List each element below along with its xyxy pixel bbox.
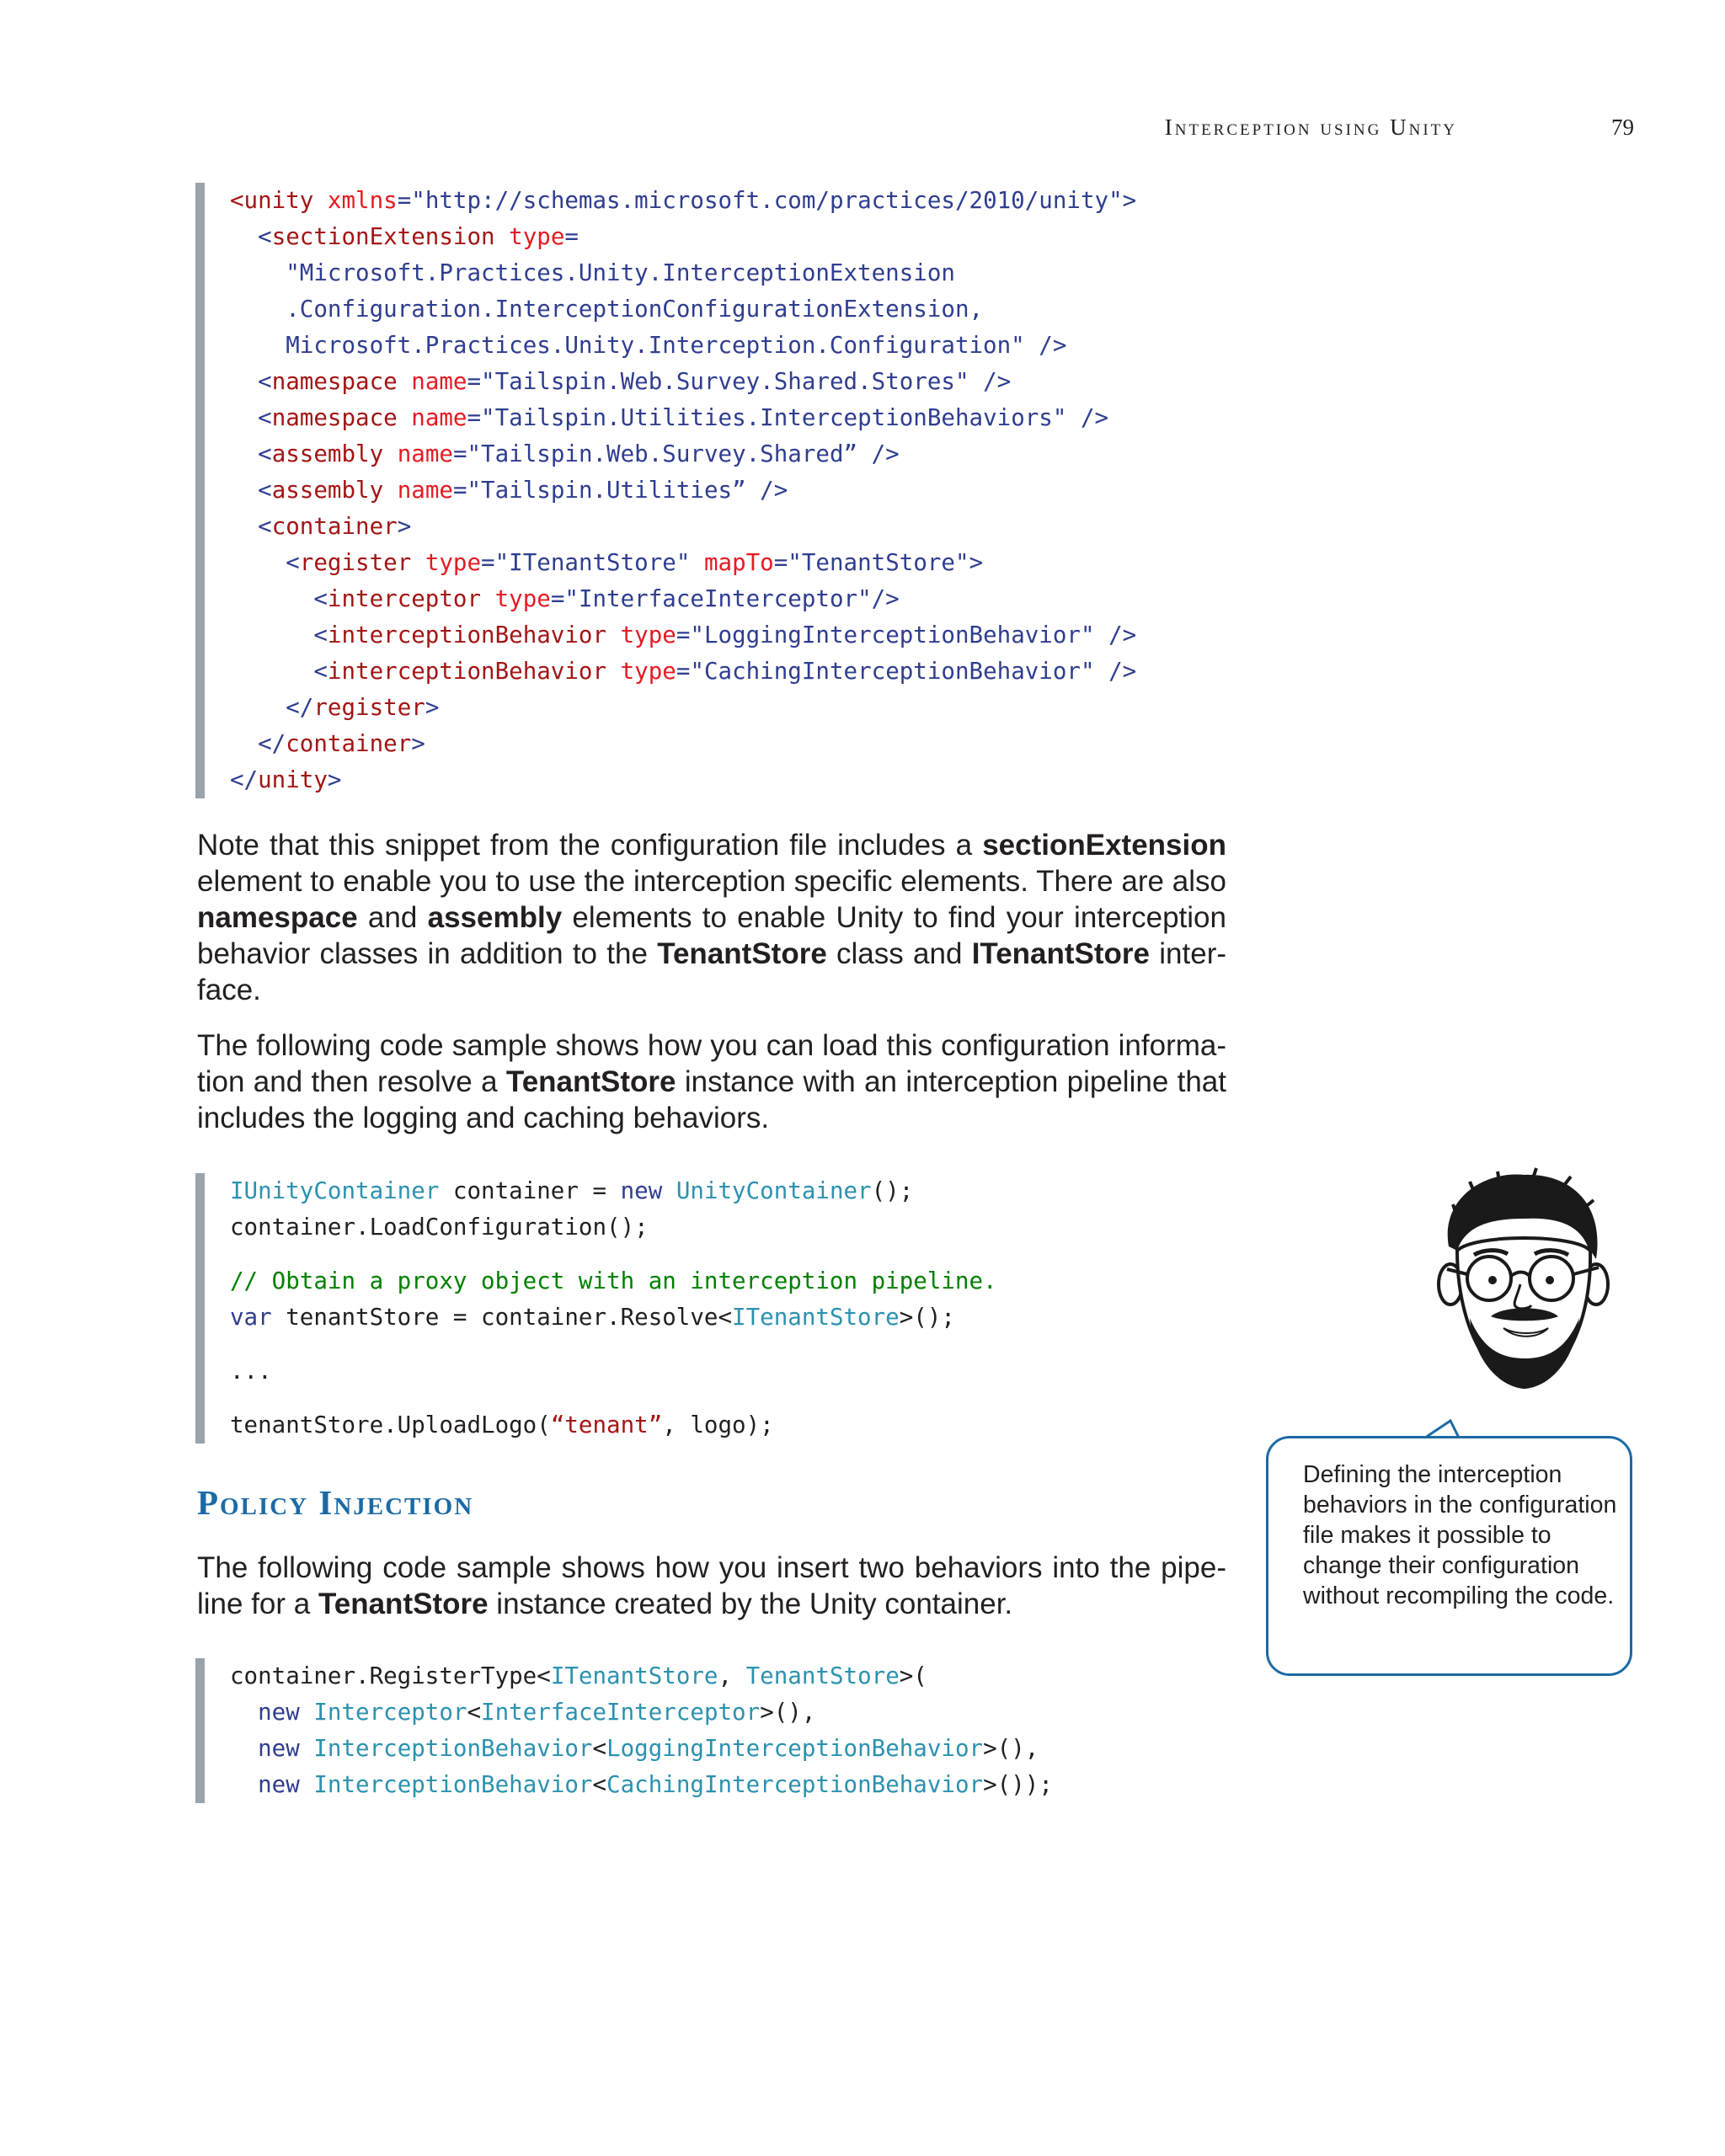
code-token: = (564, 223, 579, 250)
code-token: tenantStore.UploadLogo( (230, 1412, 551, 1438)
code-line (230, 183, 1164, 219)
text-run: element to enable you to use the interception specific elements. There are also (197, 865, 1226, 898)
code-token: container = (439, 1177, 621, 1204)
code-token: < (258, 404, 272, 431)
code-line (230, 255, 1164, 291)
code-token: < (258, 477, 272, 504)
code-token: new (258, 1771, 300, 1798)
code-token: interceptionBehavior (327, 622, 607, 648)
code-token: mapTo (703, 549, 774, 576)
code-token: Microsoft.Practices.Unity.Interception.Configuration" /> (286, 332, 1067, 359)
text-bold: sectionExtension (982, 829, 1226, 862)
code-token: UnityContainer (676, 1177, 872, 1204)
code-token: ="LoggingInterceptionBehavior" /> (676, 622, 1137, 648)
code-line (230, 436, 1164, 472)
code-line (230, 654, 1164, 690)
text-run: interface. (197, 937, 1227, 1006)
code-token: container.LoadConfiguration(); (230, 1214, 649, 1241)
code-line (230, 1694, 1164, 1731)
code-token (300, 1735, 314, 1762)
code-token: new (258, 1735, 300, 1762)
code-token: type (620, 658, 676, 685)
code-token: < (313, 585, 328, 612)
code-token: CachingInterceptionBehavior (606, 1771, 984, 1798)
code-token: type (509, 223, 565, 250)
text-bold: namespace (197, 901, 358, 934)
code-token: new (258, 1699, 300, 1726)
code-line (230, 328, 1164, 364)
code-line (230, 545, 1164, 581)
body-paragraph (197, 1550, 1226, 1622)
code-token: </ (258, 730, 286, 757)
code-block-register (195, 1658, 1164, 1803)
code-token: container.RegisterType< (230, 1662, 551, 1689)
code-token: assembly (271, 440, 384, 467)
code-line (230, 617, 1164, 654)
code-token (606, 622, 621, 648)
code-token: < (313, 658, 328, 685)
code-token: < (258, 513, 272, 540)
code-line (230, 1299, 1164, 1336)
code-token (411, 549, 425, 576)
text-bold: TenantStore (318, 1588, 489, 1620)
code-token: interceptionBehavior (327, 658, 607, 685)
code-token: "Microsoft.Practices.Unity.InterceptionExtension (286, 259, 955, 286)
code-token: IUnityContainer (230, 1177, 440, 1204)
code-line (230, 291, 1164, 328)
code-token: container (271, 513, 398, 540)
code-token (383, 477, 398, 504)
code-token (300, 1699, 314, 1726)
code-token (398, 368, 412, 395)
code-token: InterceptionBehavior (313, 1735, 593, 1762)
code-token (398, 404, 412, 431)
code-token: < (592, 1735, 607, 1762)
code-token: < (258, 223, 272, 250)
author-portrait-icon (1423, 1166, 1617, 1406)
code-token: < (592, 1771, 607, 1798)
code-token: < (258, 368, 272, 395)
code-token: > (425, 694, 440, 721)
code-line (230, 581, 1164, 617)
code-token: ="Tailspin.Web.Survey.Shared” /> (452, 440, 900, 467)
code-token: > (411, 730, 425, 757)
code-token: new (620, 1177, 663, 1204)
code-token: ITenantStore (550, 1662, 718, 1689)
code-line (230, 219, 1164, 255)
code-token: ="Tailspin.Web.Survey.Shared.Stores" /> (467, 368, 1012, 395)
code-token: < (313, 622, 328, 648)
code-token: ="ITenantStore" (481, 549, 704, 576)
code-token: type (425, 549, 482, 576)
code-token: container (286, 730, 412, 757)
code-token: name (397, 440, 453, 467)
text-run: The following code sample shows how you insert two behaviors into the pipeline for a (197, 1551, 1226, 1620)
code-token (300, 1771, 314, 1798)
code-token: </ (286, 694, 314, 721)
code-token: >(), (983, 1735, 1039, 1762)
text-run: and (357, 901, 428, 934)
text-run: instance with an interception pipeline that includes the logging and caching behaviors. (197, 1065, 1226, 1134)
text-run: elements to enable Unity to find your interception behavior classes in addition to the (197, 901, 1226, 970)
code-line (230, 1263, 1164, 1299)
code-token (662, 1177, 676, 1204)
code-token: .Configuration.InterceptionConfigurationExtension, (286, 296, 984, 323)
code-line (230, 1353, 1164, 1390)
code-token: </ (230, 766, 259, 793)
code-token: ="CachingInterceptionBehavior" /> (676, 658, 1137, 685)
code-token: >(); (899, 1304, 955, 1331)
code-token: name (397, 477, 453, 504)
code-token: < (258, 440, 272, 467)
text-bold: ITenantStore (971, 937, 1151, 970)
code-line (230, 1658, 1164, 1694)
code-line (230, 364, 1164, 400)
section-heading: Policy Injection (197, 1483, 474, 1522)
text-run: class and (826, 937, 972, 970)
code-line (230, 1731, 1164, 1767)
code-token: LoggingInterceptionBehavior (606, 1735, 984, 1762)
code-token: interceptor (327, 585, 482, 612)
code-token: “tenant” (550, 1412, 663, 1438)
code-token: ="Tailspin.Utilities” /> (452, 477, 788, 504)
code-token: name (411, 368, 467, 395)
code-line (230, 1173, 1164, 1209)
code-token: >( (899, 1662, 927, 1689)
code-token: (); (871, 1177, 914, 1204)
code-token: var (230, 1304, 272, 1331)
code-token: ="TenantStore"> (773, 549, 984, 576)
code-token: Interceptor (313, 1699, 467, 1726)
code-line (230, 726, 1164, 762)
code-token: < (467, 1699, 482, 1726)
code-line (230, 1209, 1164, 1246)
text-bold: TenantStore (505, 1065, 676, 1098)
code-token: xmlns (327, 187, 398, 214)
code-line (230, 509, 1164, 545)
code-comment: // Obtain a proxy object with an interception pipeline. (230, 1267, 997, 1294)
code-token: name (411, 404, 467, 431)
code-block-xml-config (195, 183, 1164, 798)
code-token: namespace (271, 368, 398, 395)
callout-text: Defining the interception behaviors in the configuration file makes it possible to change their configuration without recompiling the code. (1303, 1461, 1617, 1609)
text-run: Note that this snippet from the configuration file includes a (197, 829, 983, 862)
code-token: <unity (230, 187, 328, 214)
code-token: ITenantStore (732, 1304, 900, 1331)
code-token: type (494, 585, 551, 612)
body-paragraph (197, 827, 1226, 1008)
code-token: unity (258, 766, 328, 793)
code-token: assembly (271, 477, 384, 504)
code-token: > (327, 766, 342, 793)
code-token: ="http://schemas.microsoft.com/practices/2010/unity"> (397, 187, 1137, 214)
code-token: register (299, 549, 412, 576)
code-token: >(), (760, 1699, 816, 1726)
text-bold: TenantStore (657, 937, 827, 970)
text-run: The following code sample shows how you can load this configuration information and then resolve a (197, 1029, 1226, 1098)
code-block-resolve (195, 1173, 1164, 1444)
code-token: namespace (271, 404, 398, 431)
code-token: >()); (983, 1771, 1053, 1798)
code-token: type (620, 622, 676, 648)
code-line (230, 400, 1164, 436)
code-token: InterfaceInterceptor (481, 1699, 761, 1726)
code-token: InterceptionBehavior (313, 1771, 593, 1798)
code-token: ="Tailspin.Utilities.InterceptionBehaviors" /> (467, 404, 1109, 431)
code-token (383, 440, 398, 467)
code-token (495, 223, 510, 250)
code-line (230, 1407, 1164, 1444)
code-token: register (313, 694, 425, 721)
code-line (230, 690, 1164, 726)
text-bold: assembly (427, 901, 563, 934)
text-run: instance created by the Unity container. (488, 1588, 1013, 1620)
code-token (606, 658, 621, 685)
code-token: tenantStore = container.Resolve< (271, 1304, 733, 1331)
body-paragraph (197, 1027, 1226, 1136)
code-token: sectionExtension (271, 223, 495, 250)
code-token: < (286, 549, 300, 576)
code-line (230, 762, 1164, 798)
code-token: ... (230, 1358, 272, 1385)
code-token: , (718, 1662, 746, 1689)
code-token: , logo); (662, 1412, 774, 1438)
code-token: ="InterfaceInterceptor"/> (550, 585, 900, 612)
page-number: 79 (1611, 115, 1634, 140)
code-line (230, 472, 1164, 509)
code-token: > (397, 513, 412, 540)
running-header: Interception using Unity (1164, 115, 1457, 140)
code-line (230, 1767, 1164, 1803)
code-token (481, 585, 495, 612)
code-token: TenantStore (745, 1662, 900, 1689)
